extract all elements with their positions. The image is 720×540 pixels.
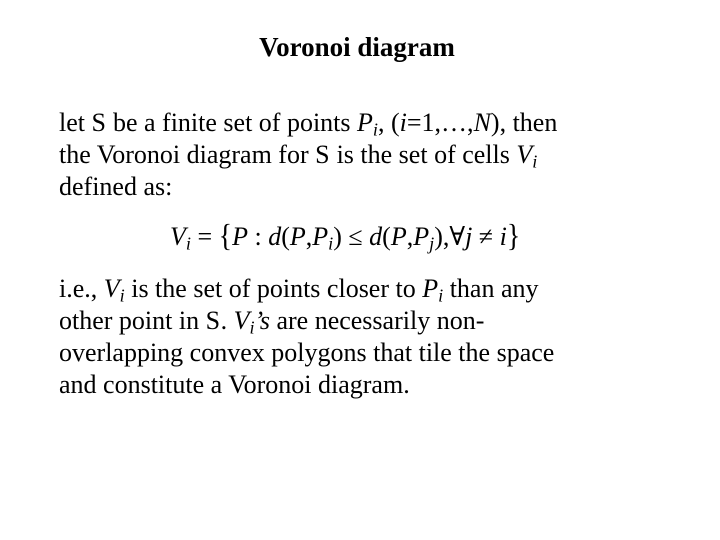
set-symbol: S bbox=[205, 306, 221, 335]
paren: ), bbox=[434, 222, 450, 251]
point-symbol: P bbox=[312, 222, 329, 251]
definition-line-3: defined as: bbox=[59, 172, 173, 201]
text: is the set of points closer to bbox=[124, 274, 423, 303]
text: let bbox=[59, 108, 92, 137]
explanation-line-4: and constitute a Voronoi diagram. bbox=[59, 370, 410, 399]
text: than any bbox=[443, 274, 539, 303]
forall-symbol: ∀ bbox=[449, 222, 466, 251]
comma: , bbox=[305, 222, 313, 251]
text: be a finite set of points bbox=[106, 108, 358, 137]
text: . bbox=[220, 306, 234, 335]
index-symbol: i bbox=[185, 233, 191, 254]
paren: ( bbox=[281, 222, 290, 251]
plural-suffix: ’s bbox=[254, 306, 270, 335]
right-brace: } bbox=[506, 218, 521, 255]
point-symbol: P bbox=[232, 222, 248, 251]
cell-symbol: V bbox=[170, 222, 186, 251]
set-symbol: S bbox=[315, 140, 331, 169]
index-symbol: i bbox=[438, 285, 444, 306]
equals-sign: = bbox=[190, 222, 219, 251]
not-equal-sign: ≠ bbox=[472, 222, 500, 251]
point-symbol: P bbox=[413, 222, 430, 251]
less-equal-sign: ≤ bbox=[341, 222, 370, 251]
explanation-paragraph bbox=[59, 273, 699, 401]
definition-paragraph bbox=[59, 107, 699, 203]
distance-symbol: d bbox=[369, 222, 383, 251]
cell-symbol: V bbox=[516, 140, 533, 169]
text: i.e., bbox=[59, 274, 104, 303]
paren: ( bbox=[382, 222, 391, 251]
explanation-line-2 bbox=[59, 305, 699, 337]
explanation-line-3: overlapping convex polygons that tile the space bbox=[59, 338, 555, 367]
count-symbol: N bbox=[473, 108, 491, 137]
set-symbol: S bbox=[91, 108, 107, 137]
point-symbol: P bbox=[289, 222, 306, 251]
left-brace: { bbox=[218, 218, 233, 255]
cell-symbol: V bbox=[103, 274, 120, 303]
point-symbol: P bbox=[357, 108, 373, 137]
index-symbol: i bbox=[119, 285, 125, 306]
index-symbol: i bbox=[249, 317, 255, 338]
text: is the set of cells bbox=[330, 140, 517, 169]
paren: ) bbox=[333, 222, 342, 251]
definition-line-1 bbox=[59, 107, 699, 139]
text: ), then bbox=[490, 108, 558, 137]
voronoi-formula bbox=[170, 220, 520, 254]
text: =1,…, bbox=[406, 108, 474, 137]
text: , ( bbox=[377, 108, 400, 137]
colon: : bbox=[247, 222, 269, 251]
index-symbol: i bbox=[328, 233, 334, 254]
text: are necessarily non- bbox=[269, 306, 485, 335]
point-symbol: P bbox=[390, 222, 407, 251]
explanation-line-1 bbox=[59, 273, 699, 305]
index-symbol: i bbox=[399, 108, 407, 137]
point-symbol: P bbox=[422, 274, 439, 303]
slide-title: Voronoi diagram bbox=[259, 32, 455, 62]
index-symbol: i bbox=[372, 119, 378, 140]
comma: , bbox=[406, 222, 414, 251]
text: the Voronoi diagram for bbox=[59, 140, 316, 169]
index-symbol: j bbox=[429, 233, 435, 254]
index-symbol: i bbox=[499, 222, 507, 251]
index-symbol: j bbox=[465, 222, 473, 251]
definition-line-2 bbox=[59, 139, 699, 171]
distance-symbol: d bbox=[268, 222, 282, 251]
index-symbol: i bbox=[532, 151, 538, 172]
cell-symbol: V bbox=[233, 306, 250, 335]
text: other point in bbox=[59, 306, 206, 335]
